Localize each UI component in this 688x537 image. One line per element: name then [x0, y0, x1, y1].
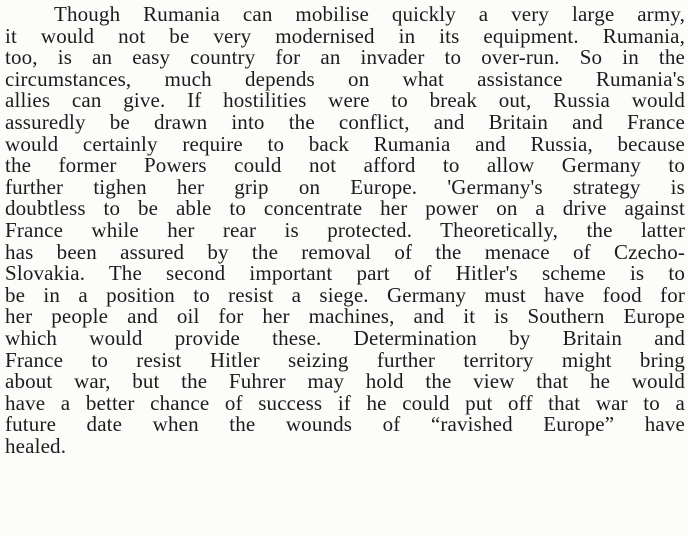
text-line: have a better chance of success if he could put off that war to a — [5, 390, 685, 415]
text-line-last: healed. — [5, 433, 67, 458]
text-line: allies can give. If hostilities were to break out, Russia would — [5, 88, 685, 113]
text-line: Though Rumania can mobilise quickly a very large army, — [54, 2, 685, 26]
text-line: France while her rear is protected. Theoretically, the latter — [5, 217, 685, 242]
text-line: assuredly be drawn into the conflict, and Britain and France — [5, 109, 685, 134]
article-paragraph — [5, 4, 685, 457]
text-line: doubtless to be able to concentrate her power on a drive against — [5, 196, 685, 221]
text-line: circumstances, much depends on what assistance Rumania's — [5, 66, 685, 91]
text-line: further tighen her grip on Europe. 'Germany's strategy is — [5, 174, 685, 199]
text-line: too, is an easy country for an invader to over-run. So in the — [5, 45, 685, 70]
text-line: it would not be very modernised in its equipment. Rumania, — [5, 23, 685, 48]
text-line: her people and oil for her machines, and it is Southern Europe — [5, 304, 685, 329]
text-line: about war, but the Fuhrer may hold the view that he would — [5, 369, 685, 394]
text-line: which would provide these. Determination by Britain and — [5, 325, 685, 350]
text-line: would certainly require to back Rumania and Russia, because — [5, 131, 685, 156]
text-line: the former Powers could not afford to allow Germany to — [5, 153, 685, 178]
text-line: Slovakia. The second important part of Hitler's scheme is to — [5, 261, 685, 286]
text-line: has been assured by the removal of the menace of Czecho- — [5, 239, 685, 264]
text-line: France to resist Hitler seizing further territory might bring — [5, 347, 685, 372]
text-line: future date when the wounds of “ravished Europe” have — [5, 412, 685, 437]
text-line: be in a position to resist a siege. Germany must have food for — [5, 282, 685, 307]
